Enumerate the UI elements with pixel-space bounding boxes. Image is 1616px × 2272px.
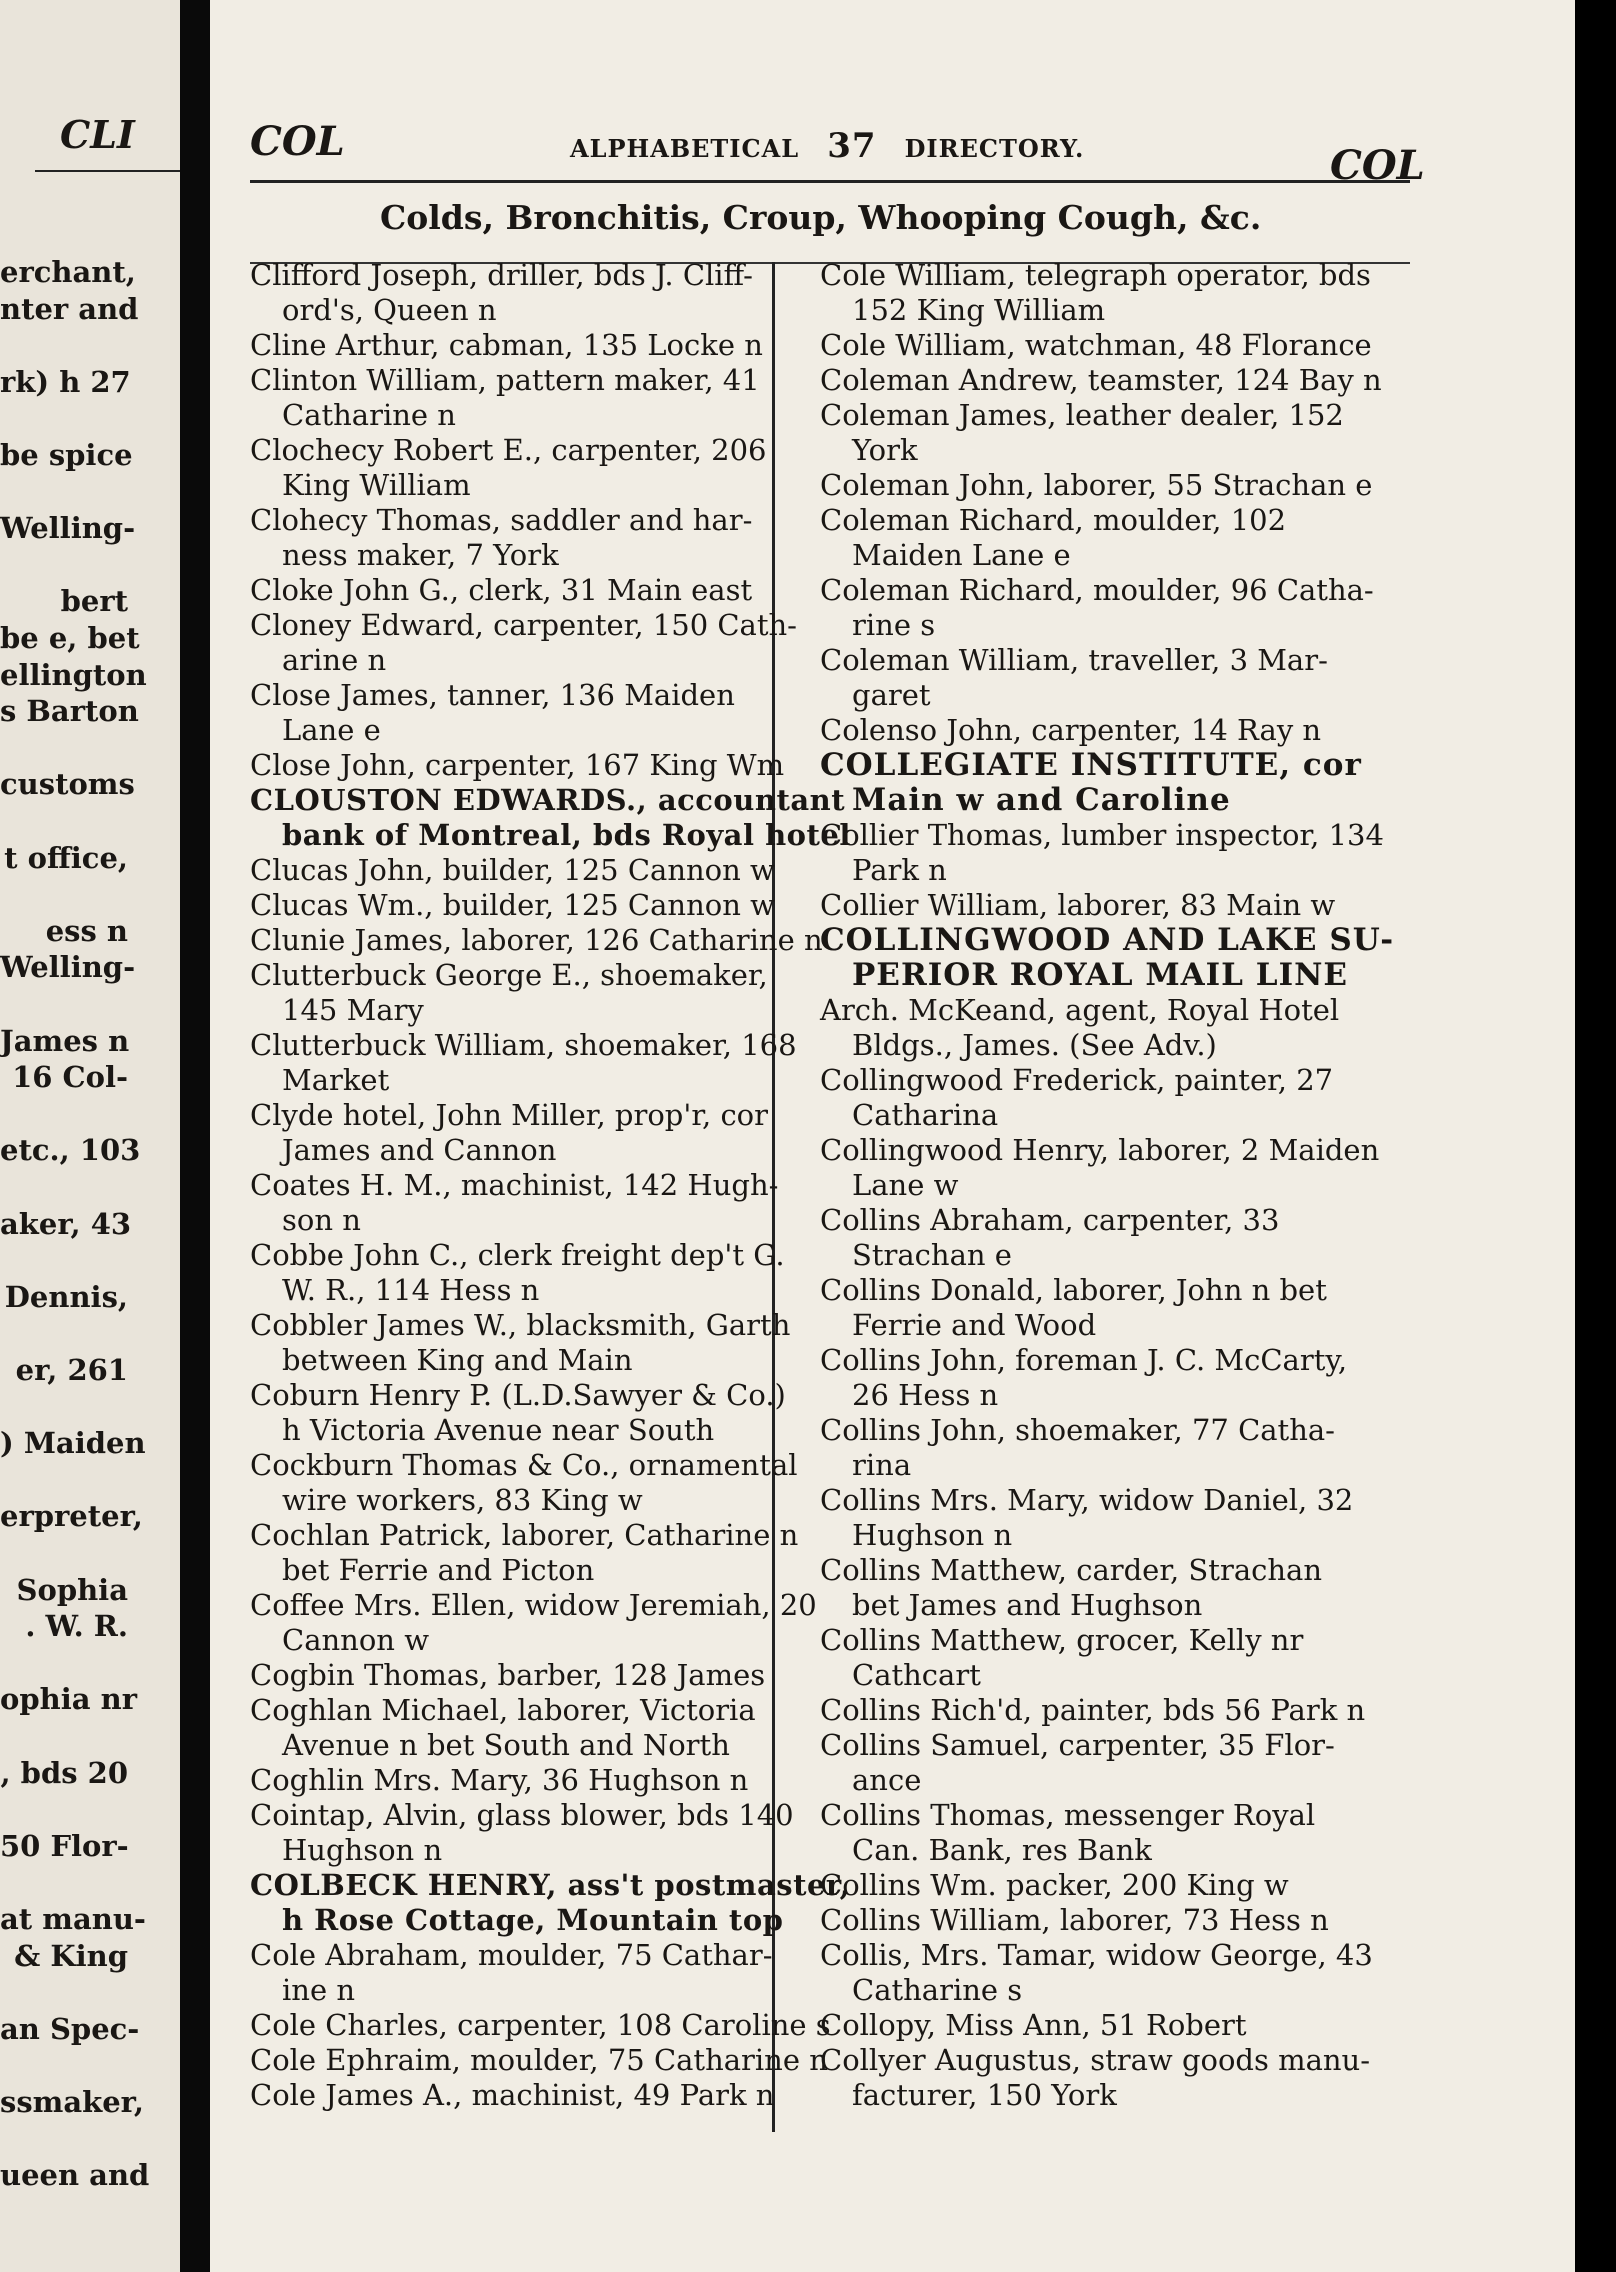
entry-continuation-line: James and Cannon [282, 1133, 557, 1167]
entry-continuation-line: Avenue n bet South and North [282, 1728, 730, 1762]
entry-line: Colenso John, carpenter, 14 Ray n [820, 713, 1322, 747]
directory-entry [250, 1938, 773, 2008]
directory-entry [820, 1938, 1405, 2008]
entry-continuation-line: Cathcart [852, 1658, 981, 1692]
entry-line: Cochlan Patrick, laborer, Catharine n [250, 1518, 799, 1552]
entry-line: Collingwood Frederick, painter, 27 [820, 1063, 1334, 1097]
directory-entry [250, 783, 851, 853]
left-page-line: ) Maiden [0, 1426, 146, 1461]
entry-continuation-line: 145 Mary [282, 993, 424, 1027]
entry-line: Cole Charles, carpenter, 108 Caroline s [250, 2008, 831, 2042]
entry-line: Coates H. M., machinist, 142 Hugh- [250, 1168, 779, 1202]
left-page-line: Sophia [16, 1572, 128, 1607]
directory-entry [250, 1868, 851, 1938]
entry-continuation-line: York [852, 433, 918, 467]
entry-continuation-line: rine s [852, 608, 936, 642]
directory-entry [820, 1623, 1405, 1693]
entry-line: Collins Mrs. Mary, widow Daniel, 32 [820, 1483, 1354, 1517]
entry-continuation-line: Catharina [852, 1098, 999, 1132]
entry-continuation-line: ine n [282, 1973, 356, 2007]
entry-continuation-line: arine n [282, 643, 387, 677]
entry-line: Collins Rich'd, painter, bds 56 Park n [820, 1693, 1366, 1727]
left-page-line: ueen and [0, 2158, 150, 2193]
directory-entry [250, 1658, 766, 1693]
directory-entry [250, 608, 797, 678]
directory-entry [820, 1343, 1405, 1413]
entry-continuation-line: Lane e [282, 713, 381, 747]
directory-entry [250, 1693, 760, 1763]
left-page-line: , bds 20 [0, 1755, 128, 1790]
directory-entry [250, 1518, 799, 1588]
entry-line: Coleman Richard, moulder, 96 Catha- [820, 573, 1374, 607]
entry-line: Cloney Edward, carpenter, 150 Cath- [250, 608, 797, 642]
directory-entry [250, 2043, 828, 2078]
advertisement-banner: Colds, Bronchitis, Croup, Whooping Cough, &c. [380, 198, 1262, 237]
entry-continuation-line: son n [282, 1203, 361, 1237]
entry-continuation-line: bank of Montreal, bds Royal hotel [282, 818, 851, 852]
directory-entry [820, 818, 1405, 888]
left-page-line: at manu- [0, 1902, 146, 1936]
directory-column-right [820, 258, 1405, 2113]
entry-continuation-line: between King and Main [282, 1343, 633, 1377]
directory-entry [820, 993, 1405, 1063]
left-page-line: erpreter, [0, 1499, 143, 1534]
directory-entry [250, 1763, 760, 1798]
left-page-line: ssmaker, [0, 2085, 144, 2119]
entry-line: Clucas John, builder, 125 Cannon w [250, 853, 775, 887]
header-rule [250, 180, 1410, 183]
entry-continuation-line: Strachan e [852, 1238, 1012, 1272]
entry-line: CLOUSTON EDWARDS., accountant [250, 783, 846, 817]
entry-line: Cole Ephraim, moulder, 75 Catharine n [250, 2043, 828, 2077]
entry-line: Collier Thomas, lumber inspector, 134 [820, 818, 1384, 852]
header-left-guideword: COL [250, 118, 345, 165]
entry-line: Collis, Mrs. Tamar, widow George, 43 [820, 1938, 1373, 1972]
left-page-line: etc., 103 [0, 1133, 141, 1168]
entry-line: Coffee Mrs. Ellen, widow Jeremiah, 20 [250, 1588, 817, 1622]
directory-entry [250, 1448, 798, 1518]
entry-line: Cline Arthur, cabman, 135 Locke n [250, 328, 763, 362]
entry-line: Cointap, Alvin, glass blower, bds 140 [250, 1798, 794, 1832]
entry-line: Collingwood Henry, laborer, 2 Maiden [820, 1133, 1380, 1167]
directory-entry [820, 1203, 1405, 1273]
directory-entry [820, 1903, 1405, 1938]
directory-entry [250, 2078, 775, 2113]
entry-line: Cole James A., machinist, 49 Park n [250, 2078, 775, 2112]
directory-entry [250, 748, 785, 783]
entry-line: Collyer Augustus, straw goods manu- [820, 2043, 1371, 2077]
scan-border [1575, 0, 1616, 2272]
entry-line: Cole William, watchman, 48 Florance [820, 328, 1372, 362]
entry-line: Collier William, laborer, 83 Main w [820, 888, 1336, 922]
directory-entry [250, 328, 763, 363]
directory-entry [820, 1553, 1405, 1623]
left-page-line: Dennis, [4, 1279, 128, 1314]
entry-continuation-line: rina [852, 1448, 912, 1482]
left-page-line: erchant, [0, 255, 136, 289]
book-gutter [180, 0, 210, 2272]
entry-continuation-line: Park n [852, 853, 947, 887]
entry-line: Collins Abraham, carpenter, 33 [820, 1203, 1280, 1237]
entry-line: Collins William, laborer, 73 Hess n [820, 1903, 1329, 1937]
directory-entry [820, 888, 1405, 923]
entry-line: Clinton William, pattern maker, 41 [250, 363, 760, 397]
directory-entry [820, 1728, 1405, 1798]
directory-entry [820, 1868, 1405, 1903]
directory-entry [820, 468, 1405, 503]
directory-entry [820, 748, 1405, 818]
directory-entry [250, 888, 775, 923]
entry-continuation-line: Hughson n [282, 1833, 443, 1867]
left-page-line: aker, 43 [0, 1206, 132, 1241]
directory-entry [820, 1798, 1405, 1868]
entry-line: COLLEGIATE INSTITUTE, cor [820, 747, 1362, 783]
entry-line: Collins Wm. packer, 200 King w [820, 1868, 1289, 1902]
directory-entry [820, 328, 1405, 363]
directory-entry [250, 1098, 769, 1168]
directory-entry [250, 958, 768, 1028]
directory-entry [250, 923, 823, 958]
entry-line: Coleman Richard, moulder, 102 [820, 503, 1287, 537]
directory-entry [820, 1483, 1405, 1553]
entry-line: Clochecy Robert E., carpenter, 206 [250, 433, 767, 467]
entry-continuation-line: ord's, Queen n [282, 293, 497, 327]
entry-line: Collins Matthew, grocer, Kelly nr [820, 1623, 1304, 1657]
directory-entry [820, 643, 1405, 713]
directory-entry [250, 258, 760, 328]
entry-line: Coleman Andrew, teamster, 124 Bay n [820, 363, 1382, 397]
entry-continuation-line: 152 King William [852, 293, 1106, 327]
directory-entry [820, 1133, 1405, 1203]
entry-continuation-line: wire workers, 83 King w [282, 1483, 643, 1517]
left-page-line: 16 Col- [12, 1060, 128, 1095]
entry-line: Clunie James, laborer, 126 Catharine n [250, 923, 823, 957]
entry-line: Clyde hotel, John Miller, prop'r, cor [250, 1098, 769, 1132]
entry-continuation-line: Can. Bank, res Bank [852, 1833, 1152, 1867]
directory-entry [820, 1413, 1405, 1483]
directory-entry [250, 853, 775, 888]
directory-entry [250, 678, 760, 748]
entry-continuation-line: W. R., 114 Hess n [282, 1273, 540, 1307]
left-page-line: customs [0, 767, 135, 802]
entry-line: Collins Matthew, carder, Strachan [820, 1553, 1322, 1587]
entry-line: Cogbin Thomas, barber, 128 James [250, 1658, 766, 1692]
directory-entry [820, 573, 1405, 643]
entry-continuation-line: 26 Hess n [852, 1378, 999, 1412]
left-page-line: er, 261 [15, 1353, 128, 1387]
entry-continuation-line: ance [852, 1763, 922, 1797]
left-page-line: an Spec- [0, 2011, 140, 2046]
directory-entry [820, 2008, 1405, 2043]
directory-entry [250, 573, 760, 608]
entry-line: Coleman William, traveller, 3 Mar- [820, 643, 1328, 677]
left-page-line: be spice [0, 438, 133, 472]
entry-continuation-line: facturer, 150 York [852, 2078, 1117, 2112]
entry-continuation-line: Lane w [852, 1168, 959, 1202]
directory-entry [250, 2008, 831, 2043]
directory-entry [250, 1378, 786, 1448]
left-page-line: Welling- [0, 950, 136, 985]
left-page-line: bert [60, 584, 128, 619]
entry-line: Clutterbuck George E., shoemaker, [250, 958, 768, 992]
left-page-line: ess n [45, 913, 128, 948]
directory-entry [820, 923, 1405, 993]
directory-entry [820, 1273, 1405, 1343]
entry-line: COLLINGWOOD AND LAKE SU- [820, 922, 1395, 958]
entry-line: Collins John, foreman J. C. McCarty, [820, 1343, 1348, 1377]
left-page-line: Welling- [0, 511, 136, 546]
entry-line: Coleman James, leather dealer, 152 [820, 398, 1344, 432]
directory-entry [820, 398, 1405, 468]
directory-entry [250, 433, 767, 503]
entry-continuation-line: Hughson n [852, 1518, 1013, 1552]
left-page-line: & King [14, 1938, 128, 1973]
directory-entry [820, 713, 1405, 748]
directory-entry [820, 1693, 1405, 1728]
entry-continuation-line: Market [282, 1063, 390, 1097]
directory-entry [820, 1063, 1405, 1133]
left-page-line: rk) h 27 [0, 364, 131, 399]
entry-continuation-line: Main w and Caroline [852, 782, 1231, 818]
left-page-line: s Barton [0, 694, 139, 729]
entry-continuation-line: Maiden Lane e [852, 538, 1071, 572]
directory-entry [250, 363, 760, 433]
entry-line: Collins Donald, laborer, John n bet [820, 1273, 1327, 1307]
header-right-guideword: COL [1330, 142, 1425, 189]
entry-line: Coburn Henry P. (L.D.Sawyer & Co.) [250, 1378, 786, 1412]
directory-entry [250, 1028, 797, 1098]
left-page-line: 50 Flor- [0, 1828, 129, 1863]
entry-line: Cobbe John C., clerk freight dep't G. [250, 1238, 785, 1272]
page-number: 37 [827, 126, 877, 166]
directory-page [210, 0, 1575, 2272]
running-head [570, 126, 1084, 166]
entry-continuation-line: Bldgs., James. (See Adv.) [852, 1028, 1217, 1062]
entry-line: COLBECK HENRY, ass't postmaster, [250, 1868, 851, 1902]
entry-line: Close James, tanner, 136 Maiden [250, 678, 735, 712]
left-page-fragment [0, 0, 180, 2272]
entry-line: Clifford Joseph, driller, bds J. Cliff- [250, 258, 753, 292]
entry-continuation-line: King William [282, 468, 471, 502]
entry-continuation-line: h Victoria Avenue near South [282, 1413, 715, 1447]
entry-continuation-line: ness maker, 7 York [282, 538, 559, 572]
entry-line: Collins John, shoemaker, 77 Catha- [820, 1413, 1335, 1447]
left-page-rule [35, 170, 180, 172]
entry-line: Collopy, Miss Ann, 51 Robert [820, 2008, 1247, 2042]
entry-line: Cole William, telegraph operator, bds [820, 258, 1371, 292]
directory-entry [820, 363, 1405, 398]
entry-line: Cloke John G., clerk, 31 Main east [250, 573, 753, 607]
entry-line: Coghlan Michael, laborer, Victoria [250, 1693, 756, 1727]
left-page-line: . W. R. [25, 1609, 128, 1644]
directory-column-left [250, 258, 851, 2113]
entry-line: Clucas Wm., builder, 125 Cannon w [250, 888, 775, 922]
running-head-left: ALPHABETICAL [570, 134, 800, 163]
left-page-line: nter and [0, 291, 139, 326]
left-page-line: ellington [0, 657, 147, 692]
entry-line: Collins Samuel, carpenter, 35 Flor- [820, 1728, 1335, 1762]
entry-continuation-line: Catharine n [282, 398, 456, 432]
entry-line: Arch. McKeand, agent, Royal Hotel [820, 993, 1340, 1027]
running-head-right: DIRECTORY. [904, 134, 1085, 163]
directory-entry [250, 1308, 791, 1378]
entry-continuation-line: Cannon w [282, 1623, 430, 1657]
entry-continuation-line: garet [852, 678, 931, 712]
entry-line: Clutterbuck William, shoemaker, 168 [250, 1028, 797, 1062]
directory-entry [250, 503, 760, 573]
entry-line: Coleman John, laborer, 55 Strachan e [820, 468, 1373, 502]
entry-continuation-line: Catharine s [852, 1973, 1023, 2007]
directory-entry [250, 1168, 779, 1238]
directory-entry [820, 2043, 1405, 2113]
left-page-line: be e, bet [0, 621, 140, 655]
left-page-line: ophia nr [0, 1682, 137, 1717]
left-page-line: t office, [4, 840, 128, 875]
entry-line: Cole Abraham, moulder, 75 Cathar- [250, 1938, 773, 1972]
entry-continuation-line: h Rose Cottage, Mountain top [282, 1903, 784, 1937]
entry-continuation-line: bet Ferrie and Picton [282, 1553, 595, 1587]
entry-line: Coghlin Mrs. Mary, 36 Hughson n [250, 1763, 749, 1797]
entry-continuation-line: bet James and Hughson [852, 1588, 1203, 1622]
directory-entry [250, 1588, 817, 1658]
directory-entry [820, 503, 1405, 573]
left-page-line: James n [0, 1023, 130, 1058]
directory-entry [820, 258, 1405, 328]
entry-continuation-line: PERIOR ROYAL MAIL LINE [852, 957, 1349, 993]
directory-entry [250, 1238, 785, 1308]
entry-line: Cobbler James W., blacksmith, Garth [250, 1308, 791, 1342]
directory-entry [250, 1798, 794, 1868]
entry-line: Close John, carpenter, 167 King Wm [250, 748, 785, 782]
left-page-header: CLI [60, 112, 135, 157]
entry-line: Clohecy Thomas, saddler and har- [250, 503, 753, 537]
entry-line: Cockburn Thomas & Co., ornamental [250, 1448, 798, 1482]
entry-continuation-line: Ferrie and Wood [852, 1308, 1097, 1342]
entry-line: Collins Thomas, messenger Royal [820, 1798, 1316, 1832]
